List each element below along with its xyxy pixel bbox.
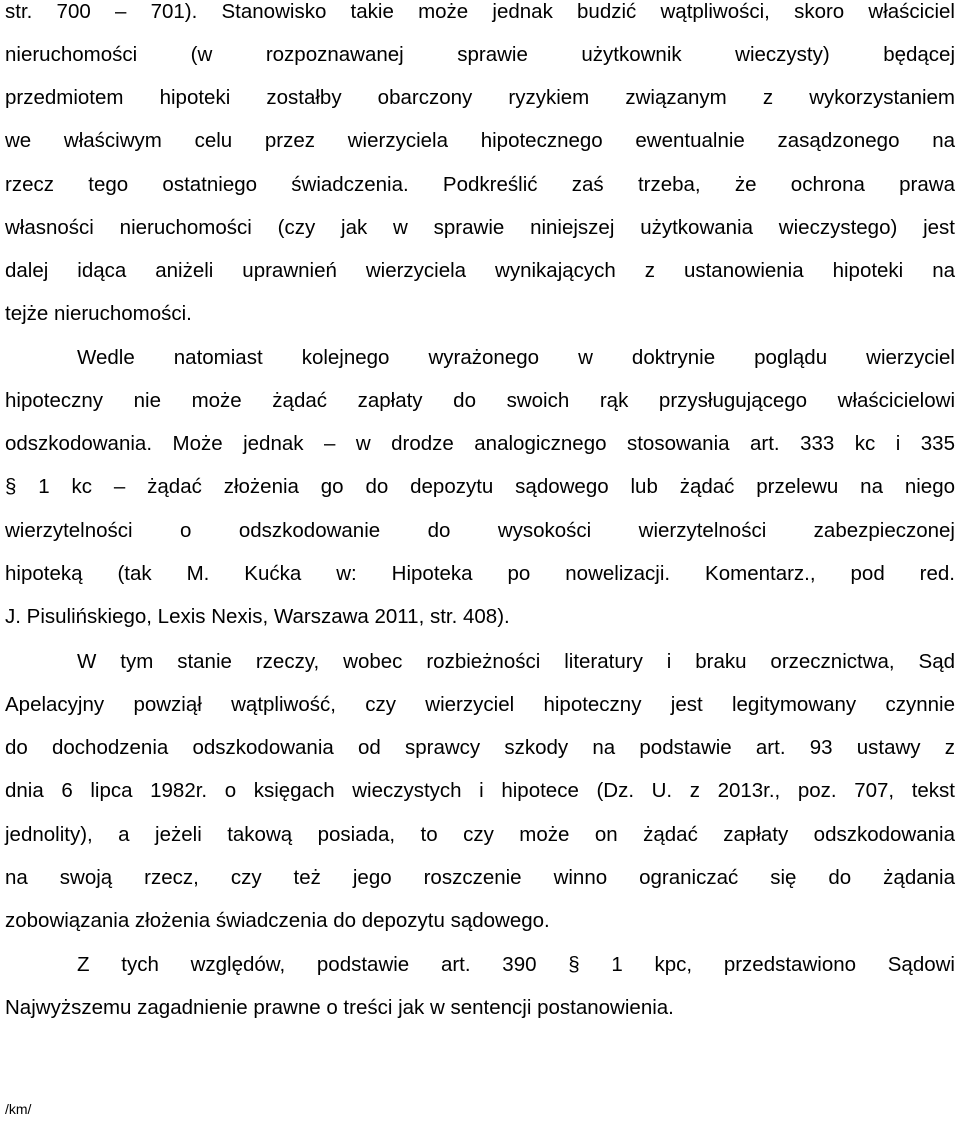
text-line: rzecz tego ostatniego świadczenia. Podkreślić zaś trzeba, że ochrona prawa xyxy=(5,173,955,196)
footer-mark: /km/ xyxy=(5,1101,32,1117)
text-line: przedmiotem hipoteki zostałby obarczony ryzykiem związanym z wykorzystaniem xyxy=(5,86,955,109)
text-line: hipoteką (tak M. Kućka w: Hipoteka po nowelizacji. Komentarz., pod red. xyxy=(5,562,955,585)
text-line: do dochodzenia odszkodowania od sprawcy szkody na podstawie art. 93 ustawy z xyxy=(5,736,955,759)
text-line: na swoją rzecz, czy też jego roszczenie winno ograniczać się do żądania xyxy=(5,866,955,889)
text-line: wierzytelności o odszkodowanie do wysokości wierzytelności zabezpieczonej xyxy=(5,519,955,542)
text-line: jednolity), a jeżeli takową posiada, to czy może on żądać zapłaty odszkodowania xyxy=(5,823,955,846)
text-line: dalej idąca aniżeli uprawnień wierzyciela wynikających z ustanowienia hipoteki na xyxy=(5,259,955,282)
text-line: odszkodowania. Może jednak – w drodze analogicznego stosowania art. 333 kc i 335 xyxy=(5,432,955,455)
text-line: Wedle natomiast kolejnego wyrażonego w doktrynie poglądu wierzyciel xyxy=(77,346,955,369)
text-line: nieruchomości (w rozpoznawanej sprawie użytkownik wieczysty) będącej xyxy=(5,43,955,66)
text-line: Z tych względów, podstawie art. 390 § 1 kpc, przedstawiono Sądowi xyxy=(77,953,955,976)
text-line: tejże nieruchomości. xyxy=(5,302,192,325)
text-line: J. Pisulińskiego, Lexis Nexis, Warszawa 2011, str. 408). xyxy=(5,605,510,628)
text-line: dnia 6 lipca 1982r. o księgach wieczystych i hipotece (Dz. U. z 2013r., poz. 707, tekst xyxy=(5,779,955,802)
text-line: § 1 kc – żądać złożenia go do depozytu sądowego lub żądać przelewu na niego xyxy=(5,475,955,498)
text-line: hipoteczny nie może żądać zapłaty do swoich rąk przysługującego właścicielowi xyxy=(5,389,955,412)
text-line: własności nieruchomości (czy jak w sprawie niniejszej użytkowania wieczystego) jest xyxy=(5,216,955,239)
text-line: Najwyższemu zagadnienie prawne o treści jak w sentencji postanowienia. xyxy=(5,996,674,1019)
text-line: zobowiązania złożenia świadczenia do depozytu sądowego. xyxy=(5,909,550,932)
text-line: Apelacyjny powziął wątpliwość, czy wierzyciel hipoteczny jest legitymowany czynnie xyxy=(5,693,955,716)
text-line: W tym stanie rzeczy, wobec rozbieżności literatury i braku orzecznictwa, Sąd xyxy=(77,650,955,673)
text-line: we właściwym celu przez wierzyciela hipotecznego ewentualnie zasądzonego na xyxy=(5,129,955,152)
text-line: str. 700 – 701). Stanowisko takie może jednak budzić wątpliwości, skoro właściciel xyxy=(5,0,955,23)
